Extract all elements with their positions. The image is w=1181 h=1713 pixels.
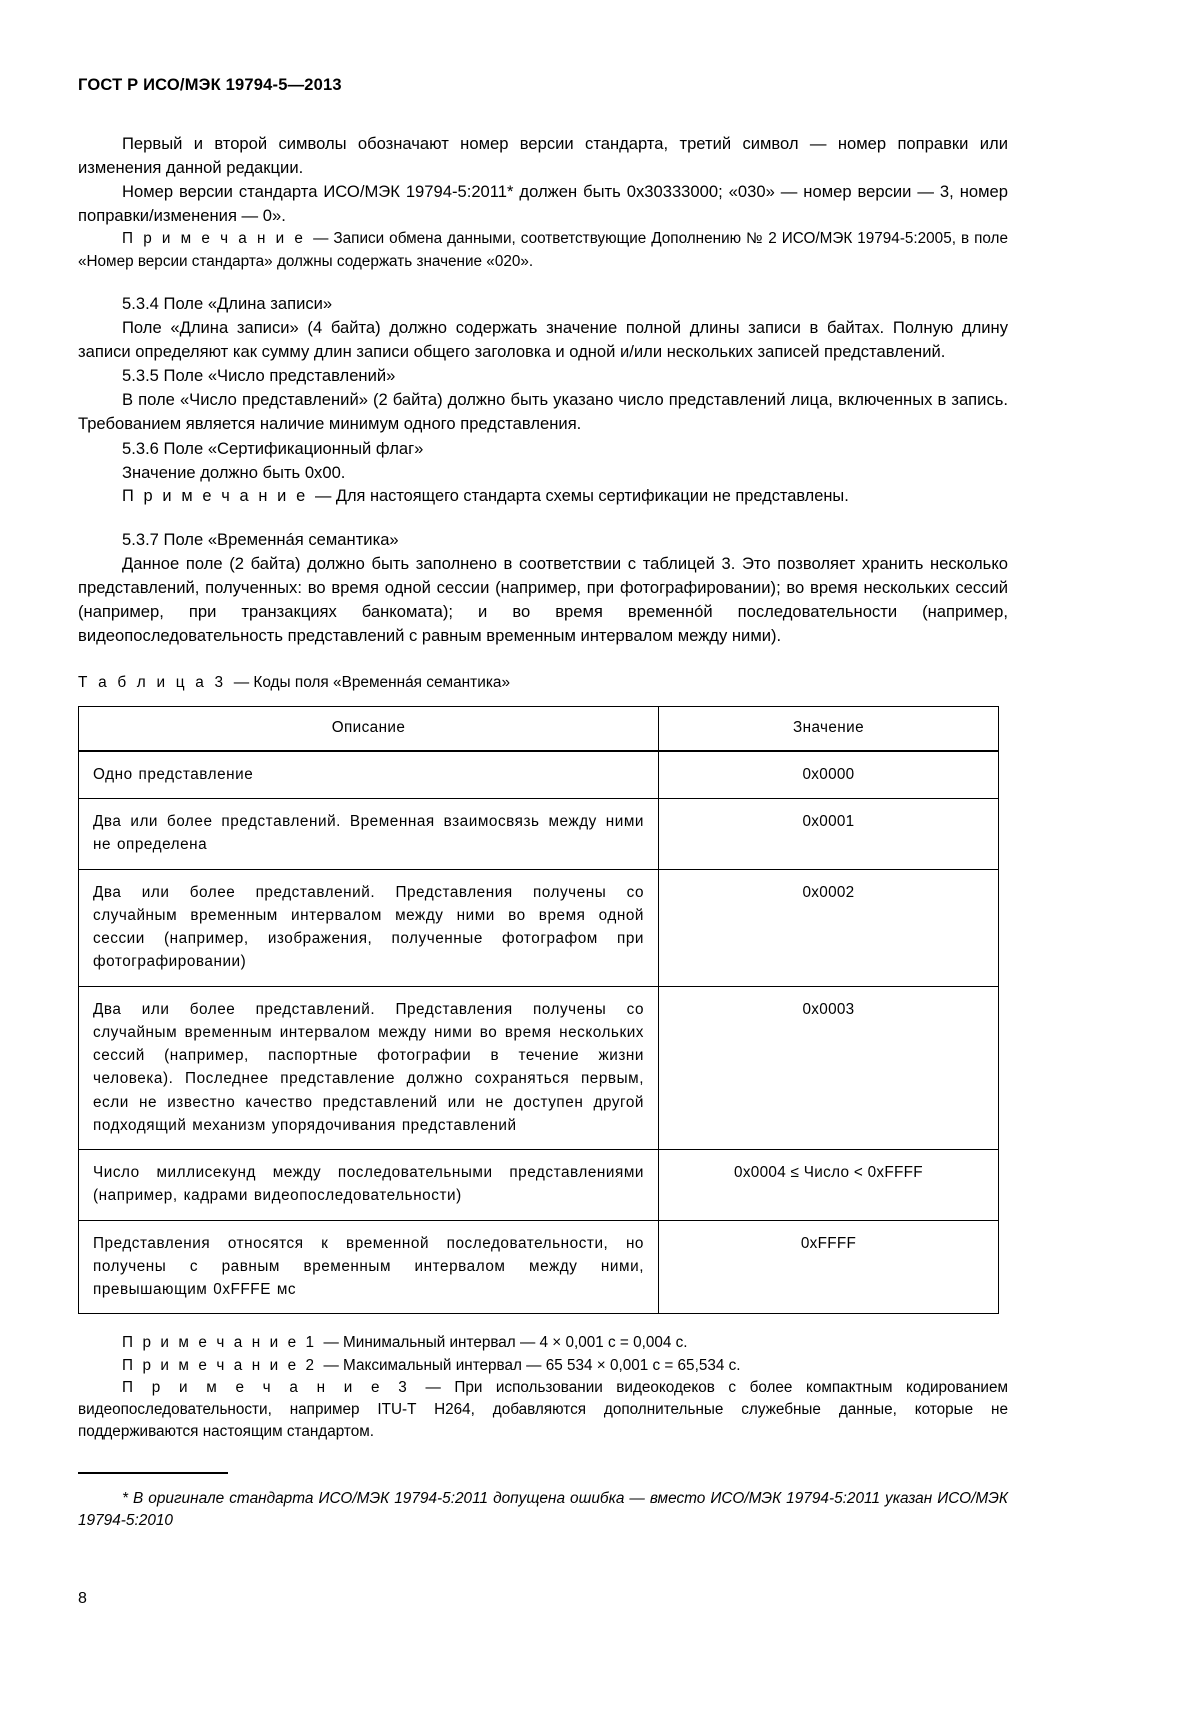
table-notes [78, 1332, 1008, 1443]
column-header-description: Описание [79, 706, 659, 751]
table-note-3 [78, 1377, 1008, 1444]
cell-value: 0x0001 [659, 799, 999, 870]
cell-description: Два или более представлений. Представления получены со случайным временным интервалом между ними во время нескольких сессий (например, паспортные фотографии в течение жизни человека). Последнее представление должно сохраняться первым, если не известно качество представлений или не доступен другой подходящий механизм упорядочивания представлений [79, 986, 659, 1150]
note-text: — Для настоящего стандарта схемы сертификации не представлены. [314, 486, 849, 505]
paragraph-5-3-6: Значение должно быть 0x00. [122, 462, 346, 482]
paragraph-5-3-7: Данное поле (2 байта) должно быть заполнено в соответствии с таблицей 3. Это позволяет хранить несколько представлений, полученных: во время одной сессии (например, при фотографировании); во время нескольких сессий (например, при транзакциях банкомата); и во время временнóй последовательности (например, видеопоследовательность представлений с равным временным интервалом между ними). [78, 553, 1008, 646]
cell-value: 0x0004 ≤ Число < 0xFFFF [659, 1150, 999, 1221]
table-note-1 [78, 1332, 1008, 1354]
cell-description: Два или более представлений. Временная взаимосвязь между ними не определена [79, 799, 659, 870]
page-content [78, 76, 1008, 1443]
footnote-separator-rule [78, 1472, 228, 1474]
note-certification-schemes [78, 485, 1008, 509]
table-row [79, 751, 999, 799]
table-note-text: — Минимальный интервал — 4 × 0,001 с = 0,004 с. [323, 1334, 688, 1352]
cell-value: 0x0000 [659, 751, 999, 799]
table-note-2 [78, 1355, 1008, 1377]
heading-5-3-7: 5.3.7 Поле «Временнáя семантика» [122, 529, 399, 549]
table-note-label: П р и м е ч а н и е 1 [122, 1334, 324, 1352]
footnote-zone [78, 1472, 1008, 1533]
table-note-label: П р и м е ч а н и е 2 [122, 1356, 324, 1374]
table-note-text: — При использовании видеокодеков с более компактным кодированием видеопоследовательности, например ITU-T H264, добавляются дополнительные служебные данные, которые не поддерживаются настоящим стандартом. [78, 1378, 1008, 1441]
table-body [79, 751, 999, 1314]
table-note-text: — Максимальный интервал — 65 534 × 0,001 с = 65,534 с. [323, 1356, 741, 1374]
table-caption-label: Т а б л и ц а 3 [78, 674, 234, 692]
table-block [78, 672, 1008, 1443]
paragraph-version-number: Номер версии стандарта ИСО/МЭК 19794-5:2011* должен быть 0x30333000; «030» — номер версии — 3, номер поправки/изменения — 0». [78, 182, 1008, 226]
table-row [79, 986, 999, 1150]
cell-description: Одно представление [79, 751, 659, 799]
cell-value: 0x0003 [659, 986, 999, 1150]
table-caption [78, 672, 1008, 694]
footnote-text: * В оригинале стандарта ИСО/МЭК 19794-5:2011 допущена ошибка — вместо ИСО/МЭК 19794-5:2011 указан ИСО/МЭК 19794-5:2010 [78, 1490, 1008, 1530]
running-header: ГОСТ Р ИСО/МЭК 19794-5—2013 [78, 76, 342, 94]
heading-5-3-5: 5.3.5 Поле «Число представлений» [122, 366, 396, 386]
page-number: 8 [78, 1590, 87, 1607]
cell-value: 0xFFFF [659, 1220, 999, 1314]
table-note-label: П р и м е ч а н и е 3 [122, 1378, 426, 1396]
table-row [79, 1220, 999, 1314]
cell-description: Два или более представлений. Представления получены со случайным временным интервалом между ними во время одной сессии (например, изображения, полученные фотографом при фотографировании) [79, 869, 659, 986]
table-row [79, 799, 999, 870]
heading-5-3-4: 5.3.4 Поле «Длина записи» [122, 293, 333, 313]
column-header-value: Значение [659, 706, 999, 751]
table-caption-text: — Коды поля «Временнáя семантика» [233, 674, 511, 692]
paragraph-version-symbols: Первый и второй символы обозначают номер версии стандарта, третий символ — номер поправки или изменения данной редакции. [78, 133, 1008, 177]
cell-value: 0x0002 [659, 869, 999, 986]
temporal-semantics-codes-table [78, 706, 999, 1315]
cell-description: Число миллисекунд между последовательными представлениями (например, кадрами видеопоследовательности) [79, 1150, 659, 1221]
note-text: — Записи обмена данными, соответствующие Дополнению № 2 ИСО/МЭК 19794-5:2005, в поле «Номер версии стандарта» должны содержать значение «020». [78, 230, 1008, 270]
table-head [79, 706, 999, 751]
table-row [79, 1150, 999, 1221]
note-label: П р и м е ч а н и е [122, 230, 314, 248]
cell-description: Представления относятся к временной последовательности, но получены с равным временным интервалом между ними, превышающим 0xFFFE мс [79, 1220, 659, 1314]
paragraph-5-3-4: Поле «Длина записи» (4 байта) должно содержать значение полной длины записи в байтах. Полную длину записи определяют как сумму длин записи общего заголовка и одной и/или нескольких записей представлений. [78, 317, 1008, 361]
note-data-interchange [78, 228, 1008, 272]
table-header-row [79, 706, 999, 751]
heading-5-3-6: 5.3.6 Поле «Сертификационный флаг» [122, 438, 424, 458]
paragraph-5-3-5: В поле «Число представлений» (2 байта) должно быть указано число представлений лица, включенных в запись. Требованием является наличие минимум одного представления. [78, 390, 1008, 434]
note-label: П р и м е ч а н и е [122, 486, 315, 505]
table-row [79, 869, 999, 986]
